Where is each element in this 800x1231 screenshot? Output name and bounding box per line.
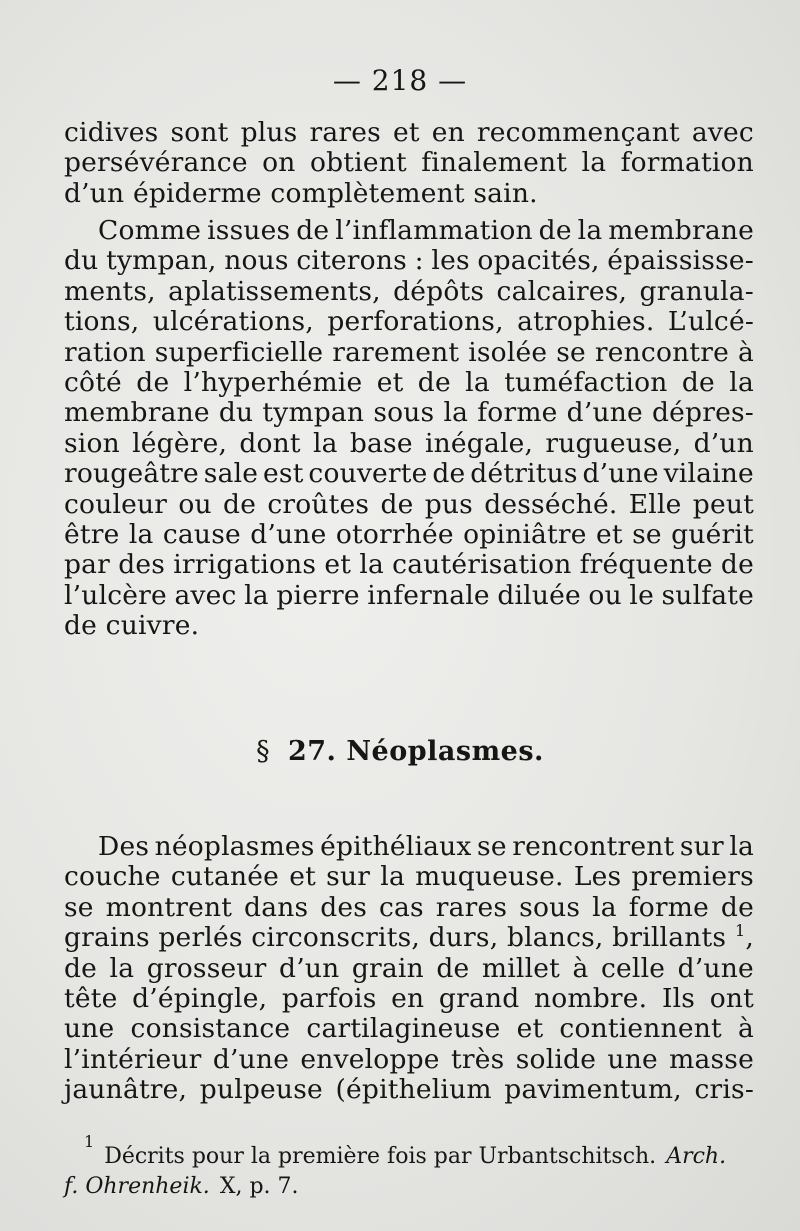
text-line: couleur ou de croûtes de pus desséché. Elle peut (64, 488, 754, 520)
text-line: d’un épiderme complètement sain. (64, 177, 538, 209)
footnote-reference-detail: X, p. 7. (219, 1174, 299, 1199)
text-line: du tympan, nous citerons : les opacités, épaississe- (64, 245, 754, 277)
text-line: sion légère, dont la base inégale, rugueuse, d’un (64, 427, 754, 459)
paragraph-neoplasms (64, 832, 754, 1106)
section-heading (0, 736, 800, 767)
footnote (64, 1132, 754, 1202)
footnote-reference[interactable]: 1 (734, 921, 746, 941)
text-line: l’intérieur d’une enveloppe très solide une masse (64, 1043, 754, 1075)
text-line: Des néoplasmes épithéliaux se rencontrent sur la (98, 831, 754, 862)
section-symbol: § (256, 736, 271, 767)
paragraph-inflammation (64, 216, 754, 641)
text-line: membrane du tympan sous la forme d’une dépres- (64, 397, 754, 429)
text-line: de cuivre. (64, 610, 200, 642)
text-line: de la grosseur d’un grain de millet à celle d’une (64, 952, 754, 984)
text-line: ration superficielle rarement isolée se rencontre à (64, 336, 754, 368)
text-line: rougeâtre sale est couverte de détritus d’une vilaine (64, 458, 754, 490)
text-line: se montrent dans des cas rares sous la forme de (64, 891, 754, 923)
footnote-journal-cont: f. Ohrenheik. (64, 1174, 210, 1199)
section-title: Néoplasmes. (346, 736, 544, 767)
text-line-suffix: , (745, 922, 754, 954)
text-line: cidives sont plus rares et en recommençant avec (64, 117, 754, 148)
section-number: 27. (287, 736, 337, 767)
paragraph-continued (64, 118, 754, 209)
text-line: Comme issues de l’inflammation de la membrane (98, 215, 754, 246)
text-line: côté de l’hyperhémie et de la tuméfaction de la (64, 366, 754, 398)
text-line: tête d’épingle, parfois en grand nombre. Ils ont (64, 982, 754, 1014)
text-line: jaunâtre, pulpeuse (épithelium pavimentum, cris- (64, 1074, 754, 1106)
text-line-with-footnote (64, 923, 754, 953)
footnote-marker: 1 (84, 1132, 95, 1151)
footnote-line (64, 1172, 754, 1202)
footnote-text: Décrits pour la première fois par Urbantschitsch. (104, 1144, 657, 1169)
text-line: ments, aplatissements, dépôts calcaires, granula- (64, 275, 754, 307)
text-line-part: grains perlés circonscrits, durs, blancs, brillants (64, 922, 727, 954)
footnote-line (64, 1132, 754, 1172)
text-line: l’ulcère avec la pierre infernale diluée ou le sulfate (64, 579, 754, 611)
text-line: être la cause d’une otorrhée opiniâtre et se guérit (64, 518, 754, 550)
page-number: — 218 — (332, 64, 468, 97)
text-line: persévérance on obtient finalement la formation (64, 147, 754, 179)
text-line: couche cutanée et sur la muqueuse. Les premiers (64, 861, 754, 893)
footnote-journal: Arch. (666, 1144, 727, 1169)
text-line: tions, ulcérations, perforations, atrophies. L’ulcé- (64, 306, 754, 338)
text-line: par des irrigations et la cautérisation fréquente de (64, 549, 754, 581)
text-line: une consistance cartilagineuse et contiennent à (64, 1013, 754, 1045)
